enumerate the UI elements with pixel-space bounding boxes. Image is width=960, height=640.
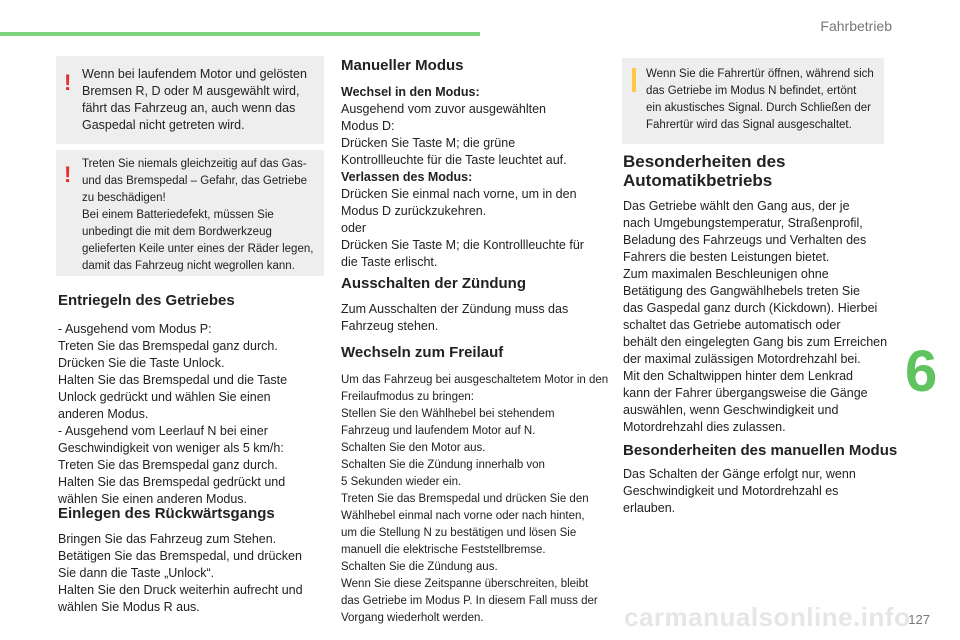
text-line: Treten Sie das Bremspedal ganz durch. [58,339,278,353]
info-icon [632,68,636,92]
text-line: behält den eingelegten Gang bis zum Erreichen [623,335,888,349]
text-line: Unlock gedrückt und wählen Sie einen [58,390,271,404]
text-line: kann der Fahrer übergangsweise die Gänge [623,386,868,400]
heading-rueckwaertsgang: Einlegen des Rückwärtsgangs [58,505,275,522]
text-line: Das Schalten der Gänge erfolgt nur, wenn [623,467,856,481]
warning-2-line: damit das Fahrzeug nicht wegrollen kann. [82,260,295,272]
info-line: das Getriebe im Modus N befindet, ertönt [646,85,857,97]
text-line: Kontrollleuchte für die Taste leuchtet auf. [341,153,567,167]
text-line: Geschwindigkeit und Motordrehzahl es [623,484,839,498]
text-line: Vorgang wiederholt werden. [341,612,484,624]
text-line: Das Getriebe wählt den Gang aus, der je [623,199,850,213]
text-line: der maximal zulässigen Motordrehzahl bei. [623,352,861,366]
text-line: wählen Sie Modus R aus. [58,600,200,614]
text-line: Um das Fahrzeug bei ausgeschaltetem Motor in den [341,374,609,386]
warning-icon: ! [64,70,72,95]
warning-box-1 [56,56,324,144]
text-line: Drücken Sie Taste M; die grüne [341,136,516,150]
text-line: Motordrehzahl dies zulassen. [623,420,786,434]
text-line: das Getriebe im Modus P. In diesem Fall muss der [341,595,598,607]
text-line: Beladung des Fahrzeugs und Verhalten des [623,233,867,247]
page-number: 127 [908,612,930,627]
info-line: Wenn Sie die Fahrertür öffnen, während sich [646,68,874,80]
section-title: Fahrbetrieb [820,18,892,34]
heading-line: Automatikbetriebs [623,171,773,190]
text-line: Modus D zurückzukehren. [341,204,487,218]
warning-2-line: gelieferten Keile unter eines der Räder legen, [82,243,314,255]
warning-2-line: Treten Sie niemals gleichzeitig auf das Gas- [82,158,307,170]
header-accent-bar [0,32,480,36]
watermark: carmanualsonline.info [624,602,911,632]
text-line: Fahrzeug stehen. [341,319,439,333]
info-box [622,58,884,144]
heading-manueller-modus-besonderheiten: Besonderheiten des manuellen Modus [623,442,898,459]
text-line: Fahrzeug und laufendem Motor auf N. [341,425,536,437]
warning-2-line: Bei einem Batteriedefekt, müssen Sie [82,209,274,221]
text-line: wählen Sie einen anderen Modus. [58,492,248,506]
warning-icon: ! [64,162,72,187]
text-line: um die Stellung N zu bestätigen und lösen Sie [341,527,577,539]
heading-automatik [623,152,786,190]
heading-freilauf: Wechseln zum Freilauf [341,344,504,361]
heading-entriegeln: Entriegeln des Getriebes [58,292,235,309]
text-line: Zum maximalen Beschleunigen ohne [623,267,829,281]
text-line: 5 Sekunden wieder ein. [341,476,462,488]
text-line: erlauben. [623,501,676,515]
text-line: - Ausgehend vom Leerlauf N bei einer [58,424,268,438]
text-line: Freilaufmodus zu bringen: [341,391,474,403]
text-line: Wechsel in den Modus: [341,85,480,99]
manuell-besonderheiten-text [623,466,889,517]
text-line: Stellen Sie den Wählhebel bei stehendem [341,408,555,420]
text-line: Wählhebel einmal nach vorne oder nach hinten, [341,510,585,522]
text-line: Halten Sie das Bremspedal und die Taste [58,373,288,387]
text-line: das Gaspedal ganz durch (Kickdown). Hierbei [623,301,878,315]
text-line: manuell die elektrische Feststellbremse. [341,544,546,556]
text-line: Schalten Sie die Zündung aus. [341,561,498,573]
text-line: die Taste erlischt. [341,255,438,269]
info-line: Fahrertür wird das Signal ausgeschaltet. [646,119,852,131]
warning-1-line: fährt das Fahrzeug an, auch wenn das [82,101,296,115]
text-line: Halten Sie den Druck weiterhin aufrecht und [58,583,303,597]
freilauf-text [341,372,609,627]
zuendung-text [341,301,609,335]
text-line: Bringen Sie das Fahrzeug zum Stehen. [58,532,277,546]
text-line: Ausgehend vom zuvor ausgewählten [341,102,546,116]
text-line: Sie dann die Taste „Unlock“. [58,566,215,580]
text-line: Modus D: [341,119,395,133]
text-line: schaltet das Getriebe automatisch oder [623,318,841,332]
warning-2-line: und das Bremspedal – Gefahr, das Getriebe [82,175,308,187]
text-line: Drücken Sie einmal nach vorne, um in den [341,187,577,201]
warning-1-line: Wenn bei laufendem Motor und gelösten [82,67,307,81]
text-line: Schalten Sie die Zündung innerhalb von [341,459,545,471]
warning-2-line: zu beschädigen! [82,192,166,204]
text-line: Treten Sie das Bremspedal ganz durch. [58,458,278,472]
chapter-number: 6 [905,339,938,404]
text-line: Drücken Sie die Taste Unlock. [58,356,225,370]
heading-zuendung: Ausschalten der Zündung [341,275,527,292]
warning-1-line: Bremsen R, D oder M ausgewählt wird, [82,84,300,98]
automatik-text [623,198,889,436]
text-line: Halten Sie das Bremspedal gedrückt und [58,475,286,489]
text-line: nach Umgebungstemperatur, Straßenprofil, [623,216,863,230]
text-line: Wenn Sie diese Zeitspanne überschreiten, bleibt [341,578,589,590]
text-line: auswählen, wenn Geschwindigkeit und [623,403,839,417]
warning-1-line: Gaspedal nicht getreten wird. [82,118,245,132]
text-line: anderen Modus. [58,407,149,421]
heading-manueller-modus: Manueller Modus [341,57,464,74]
manuell-text [341,84,609,271]
entriegeln-text [58,321,324,508]
text-line: Drücken Sie Taste M; die Kontrollleuchte für [341,238,584,252]
text-line: Mit den Schaltwippen hinter dem Lenkrad [623,369,853,383]
text-line: Betätigen Sie das Bremspedal, und drücken [58,549,302,563]
warning-2-line: unbedingt die mit dem Bordwerkzeug [82,226,272,238]
text-line: Fahrers die besten Leistungen bietet. [623,250,830,264]
text-line: Zum Ausschalten der Zündung muss das [341,302,569,316]
text-line: - Ausgehend vom Modus P: [58,322,212,336]
text-line: Betätigung des Gangwählhebels treten Sie [623,284,860,298]
text-line: Verlassen des Modus: [341,170,473,184]
info-line: ein akustisches Signal. Durch Schließen der [646,102,872,114]
heading-line: Besonderheiten des [623,152,786,171]
text-line: Schalten Sie den Motor aus. [341,442,486,454]
text-line: oder [341,221,367,235]
text-line: Geschwindigkeit von weniger als 5 km/h: [58,441,284,455]
rueckwaerts-text [58,531,324,616]
text-line: Treten Sie das Bremspedal und drücken Sie den [341,493,589,505]
warning-box-2 [56,150,324,276]
